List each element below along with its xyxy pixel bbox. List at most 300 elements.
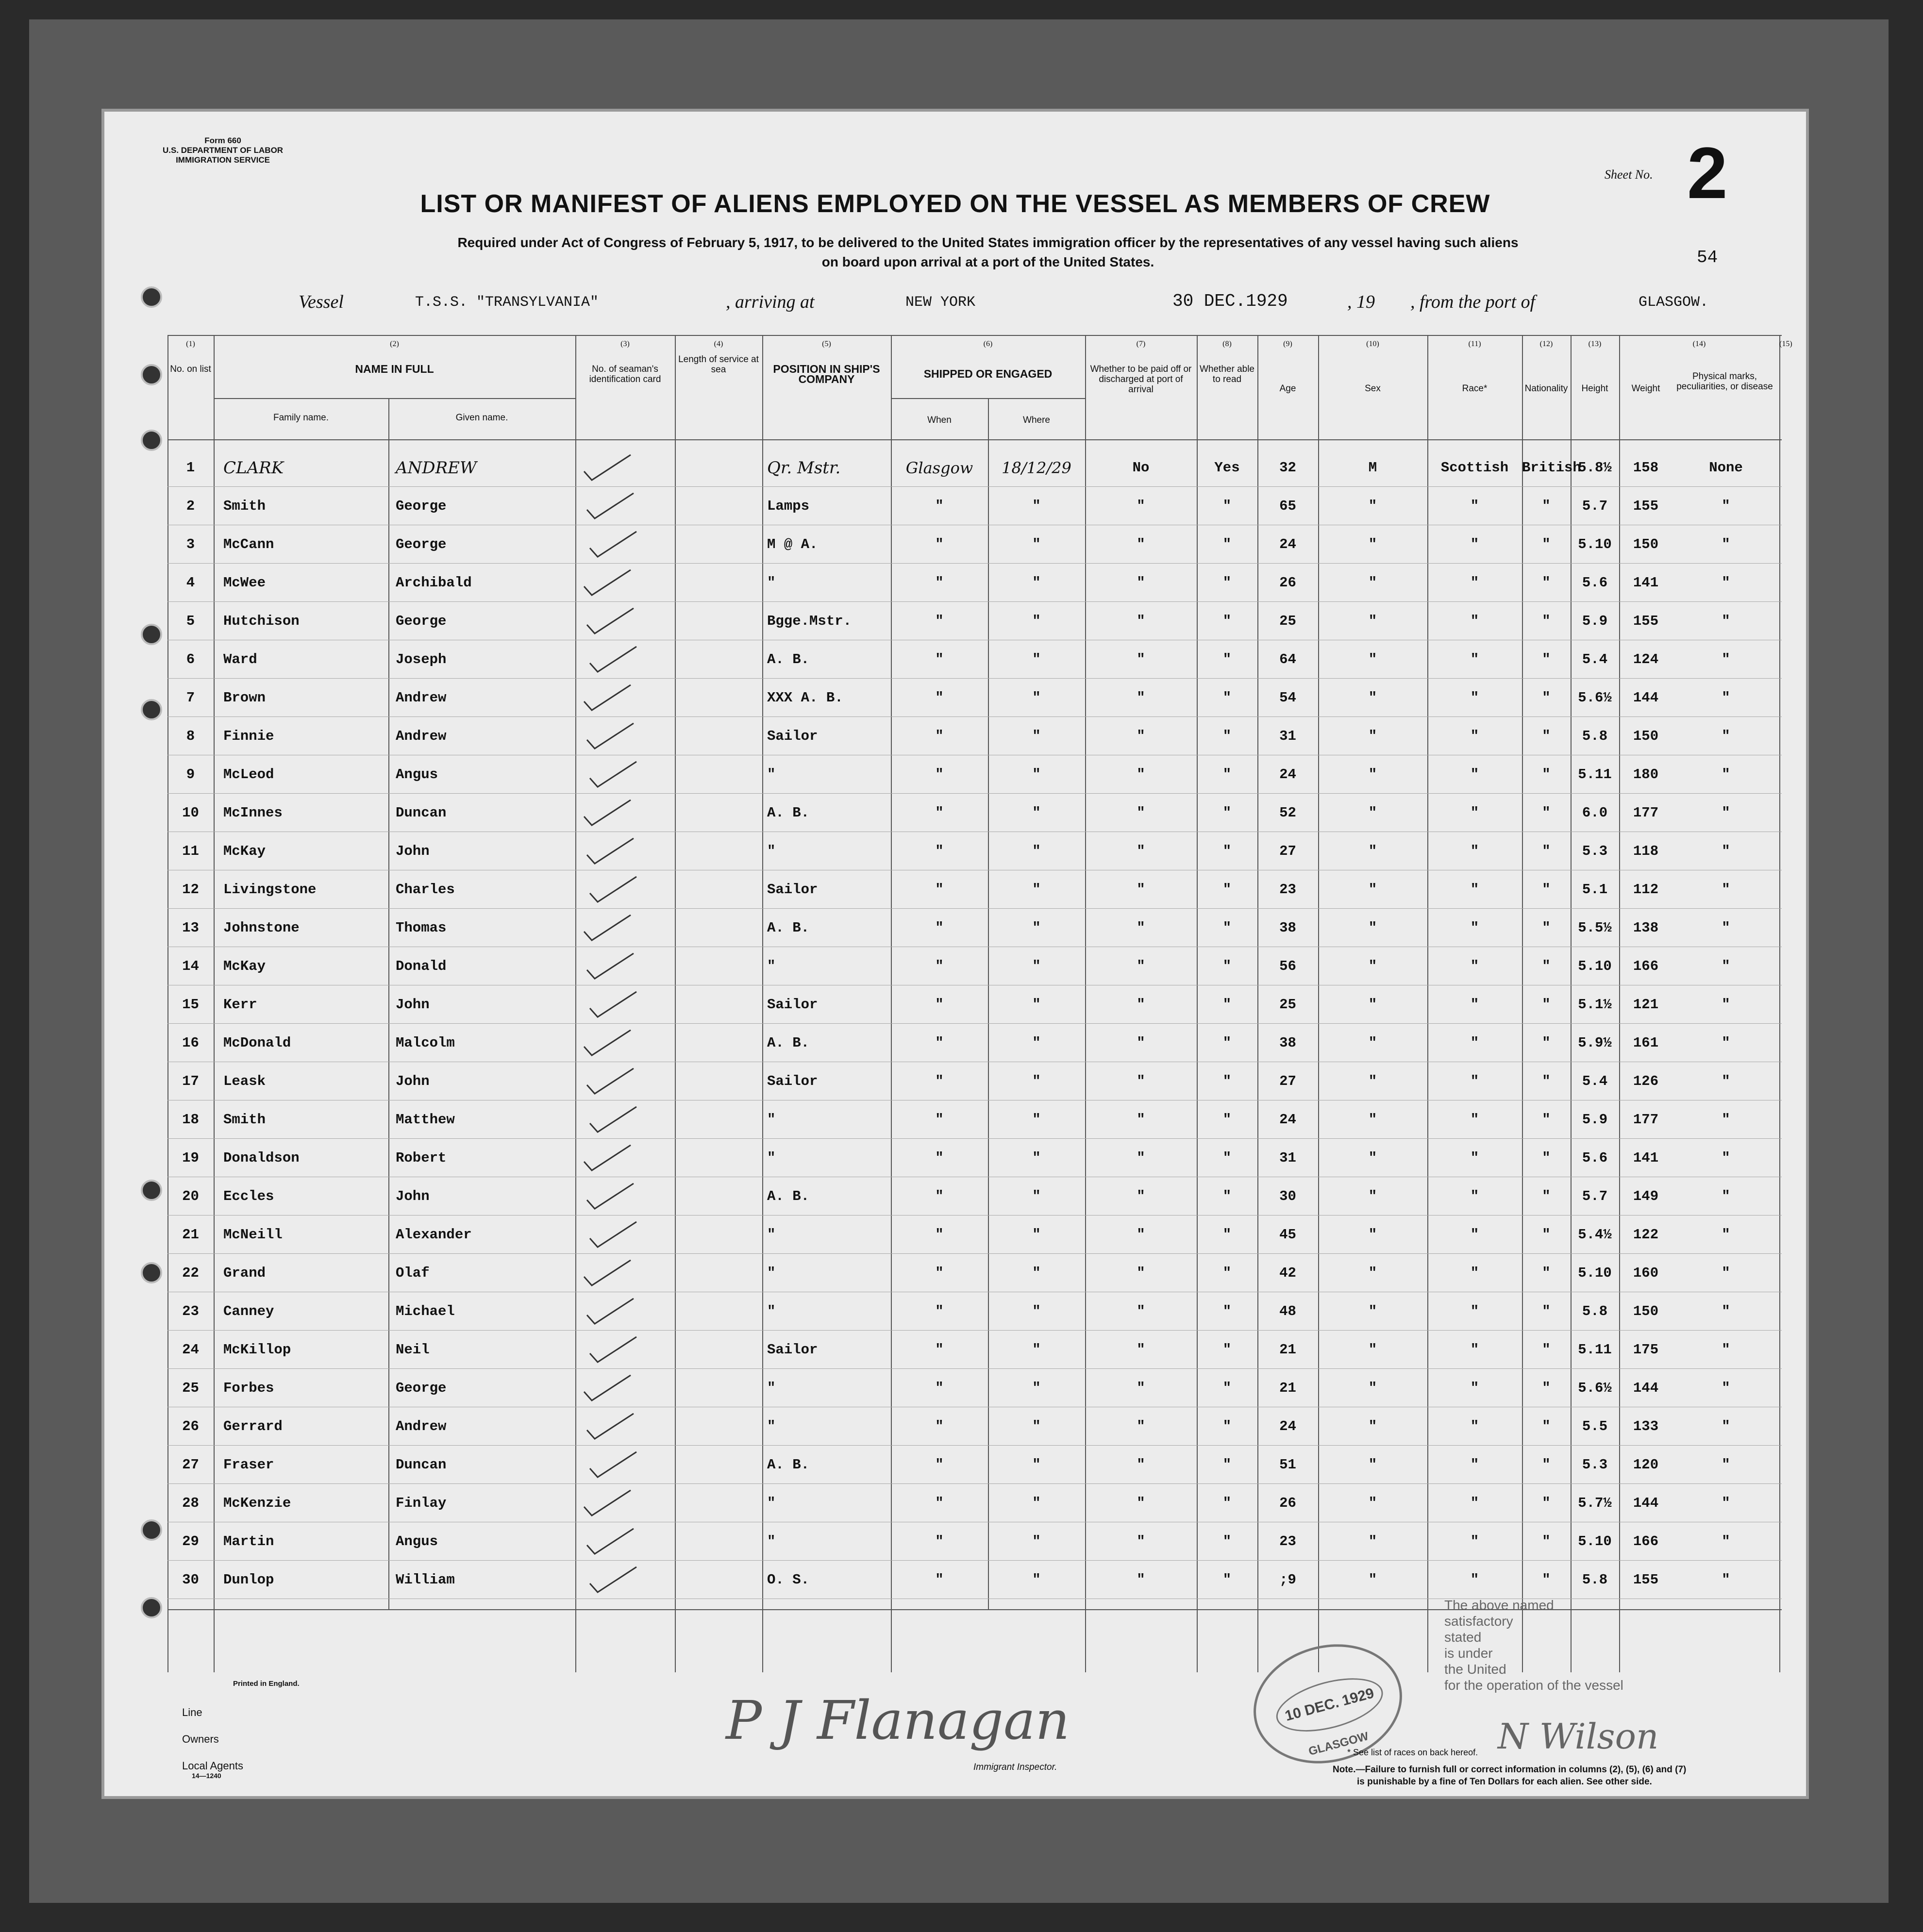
column-number: (7): [1136, 340, 1146, 348]
cell-nationality: ": [1542, 1572, 1551, 1588]
cell-able-read: ": [1222, 1380, 1232, 1396]
cell-height: 5.9: [1582, 613, 1608, 629]
cell-height: 5.10: [1578, 1533, 1612, 1549]
cell-when: ": [935, 1112, 944, 1128]
cell-family: Hutchison: [223, 613, 300, 629]
cell-paid-off: ": [1137, 1457, 1145, 1473]
cell-nationality: ": [1542, 958, 1551, 974]
header-length-service: Length of service at sea: [678, 354, 759, 375]
cell-where: ": [1032, 1495, 1041, 1511]
cell-age: 31: [1279, 1150, 1296, 1166]
cell-able-read: Yes: [1214, 460, 1240, 476]
cell-where: ": [1032, 843, 1041, 859]
table-row: [167, 1331, 1782, 1369]
checkmark-icon: [580, 1487, 634, 1519]
cell-physical: ": [1722, 1035, 1730, 1051]
cell-age: 48: [1279, 1303, 1296, 1319]
sheet-label: Sheet No.: [1605, 167, 1653, 182]
table-row: [167, 756, 1782, 794]
cell-nationality: ": [1542, 1495, 1551, 1511]
cell-where: ": [1032, 958, 1041, 974]
cell-age: 24: [1279, 1112, 1296, 1128]
header-name-in-full: NAME IN FULL: [355, 363, 434, 375]
cell-position: A. B.: [767, 1035, 810, 1051]
table-row: [167, 1484, 1782, 1522]
cell-nationality: ": [1542, 498, 1551, 514]
inspector-signature: P J Flanagan: [726, 1689, 1070, 1751]
cell-position: ": [767, 575, 776, 591]
checkmark-icon: [583, 1066, 636, 1098]
cell-weight: 177: [1633, 805, 1659, 821]
checkmark-icon: [586, 1449, 639, 1481]
cell-no: 15: [182, 997, 199, 1013]
cell-given: John: [396, 1073, 430, 1089]
cell-nationality: ": [1542, 728, 1551, 744]
cell-height: 5.4: [1582, 651, 1608, 667]
punch-hole: [141, 624, 162, 645]
table-row: [167, 948, 1782, 985]
column-number: (4): [714, 340, 723, 348]
cell-physical: ": [1722, 805, 1730, 821]
table-row: [167, 1408, 1782, 1446]
cell-race: ": [1470, 1188, 1479, 1204]
cell-no: 24: [182, 1342, 199, 1358]
cell-no: 3: [186, 536, 195, 552]
cell-sex: ": [1368, 690, 1377, 706]
cell-family: McKay: [223, 843, 266, 859]
cell-given: Angus: [396, 1533, 438, 1549]
cell-when: ": [935, 1342, 944, 1358]
cell-paid-off: ": [1137, 805, 1145, 821]
cell-family: Finnie: [223, 728, 274, 744]
cell-race: ": [1470, 843, 1479, 859]
cell-age: 24: [1279, 766, 1296, 783]
cell-nationality: ": [1542, 1418, 1551, 1434]
cell-given: Duncan: [396, 1457, 447, 1473]
cell-when: ": [935, 1380, 944, 1396]
column-number: (8): [1222, 340, 1232, 348]
cell-physical: ": [1722, 690, 1730, 706]
table-row: [167, 1024, 1782, 1062]
cell-race: ": [1470, 1418, 1479, 1434]
cell-able-read: ": [1222, 1265, 1232, 1281]
cell-height: 5.8: [1582, 1303, 1608, 1319]
bleed-through-text: The above named satisfactory stated is under the United for the operation of the vessel: [1444, 1598, 1623, 1693]
cell-sex: ": [1368, 882, 1377, 898]
cell-no: 13: [182, 920, 199, 936]
cell-nationality: ": [1542, 690, 1551, 706]
cell-weight: 149: [1633, 1188, 1659, 1204]
cell-height: 5.9: [1582, 1112, 1608, 1128]
cell-physical: ": [1722, 1533, 1730, 1549]
cell-family: Leask: [223, 1073, 266, 1089]
cell-able-read: ": [1222, 805, 1232, 821]
cell-family: McNeill: [223, 1227, 283, 1243]
cell-sex: ": [1368, 498, 1377, 514]
cell-height: 5.8½: [1578, 460, 1612, 476]
cell-able-read: ": [1222, 728, 1232, 744]
cell-nationality: ": [1542, 1227, 1551, 1243]
cell-height: 5.1: [1582, 882, 1608, 898]
cell-weight: 133: [1633, 1418, 1659, 1434]
cell-paid-off: ": [1137, 958, 1145, 974]
cell-when: ": [935, 1303, 944, 1319]
cell-when: ": [935, 1418, 944, 1434]
cell-position: Sailor: [767, 728, 818, 744]
line-label: Line: [182, 1706, 202, 1718]
checkmark-icon: [580, 1257, 634, 1289]
checkmark-icon: [583, 490, 636, 522]
cell-paid-off: ": [1137, 882, 1145, 898]
cell-position: Bgge.Mstr.: [767, 613, 852, 629]
column-number: (10): [1366, 340, 1379, 348]
cell-physical: ": [1722, 1227, 1730, 1243]
checkmark-icon: [583, 1296, 636, 1328]
cell-sex: ": [1368, 536, 1377, 552]
cell-age: 38: [1279, 920, 1296, 936]
table-row: [167, 564, 1782, 602]
cell-age: 65: [1279, 498, 1296, 514]
punch-hole: [141, 1519, 162, 1541]
cell-paid-off: ": [1137, 575, 1145, 591]
cell-able-read: ": [1222, 958, 1232, 974]
cell-race: ": [1470, 1035, 1479, 1051]
cell-when: ": [935, 958, 944, 974]
cell-where: ": [1032, 1073, 1041, 1089]
cell-family: CLARK: [223, 458, 284, 478]
cell-given: Neil: [396, 1342, 430, 1358]
cell-when: ": [935, 882, 944, 898]
header-shipped: SHIPPED OR ENGAGED: [923, 367, 1053, 380]
cell-sex: ": [1368, 1380, 1377, 1396]
cell-paid-off: ": [1137, 536, 1145, 552]
table-row: [167, 1063, 1782, 1100]
cell-paid-off: No: [1132, 460, 1150, 476]
header-paid-off: Whether to be paid off or discharged at port of arrival: [1090, 364, 1192, 395]
cell-age: 30: [1279, 1188, 1296, 1204]
cell-no: 12: [182, 882, 199, 898]
cell-height: 5.6½: [1578, 1380, 1612, 1396]
cell-height: 5.6: [1582, 575, 1608, 591]
cell-paid-off: ": [1137, 1227, 1145, 1243]
header-sex: Sex: [1365, 383, 1381, 394]
table-row: [167, 717, 1782, 755]
cell-family: McDonald: [223, 1035, 291, 1051]
cell-weight: 160: [1633, 1265, 1659, 1281]
cell-no: 25: [182, 1380, 199, 1396]
cell-when: ": [935, 728, 944, 744]
note-line-2: is punishable by a fine of Ten Dollars for each alien. See other side.: [1357, 1777, 1652, 1787]
cell-race: ": [1470, 651, 1479, 667]
cell-able-read: ": [1222, 1303, 1232, 1319]
stamp-date: 10 DEC. 1929: [1271, 1668, 1388, 1742]
cell-position: Lamps: [767, 498, 810, 514]
cell-physical: ": [1722, 498, 1730, 514]
cell-when: ": [935, 1227, 944, 1243]
checkmark-icon: [580, 682, 634, 714]
cell-able-read: ": [1222, 498, 1232, 514]
cell-race: ": [1470, 766, 1479, 783]
cell-physical: ": [1722, 843, 1730, 859]
cell-sex: ": [1368, 920, 1377, 936]
cell-where: ": [1032, 1112, 1041, 1128]
cell-race: ": [1470, 958, 1479, 974]
cell-sex: ": [1368, 613, 1377, 629]
cell-nationality: ": [1542, 1035, 1551, 1051]
cell-age: 27: [1279, 1073, 1296, 1089]
cell-given: Joseph: [396, 651, 447, 667]
cell-able-read: ": [1222, 575, 1232, 591]
cell-age: 56: [1279, 958, 1296, 974]
department: U.S. DEPARTMENT OF LABOR: [163, 146, 284, 155]
cell-height: 6.0: [1582, 805, 1608, 821]
cell-race: ": [1470, 498, 1479, 514]
cell-no: 30: [182, 1572, 199, 1588]
header-id-card: No. of seaman's identification card: [589, 364, 661, 384]
cell-position: Sailor: [767, 997, 818, 1013]
cell-race: ": [1470, 1572, 1479, 1588]
cell-position: ": [767, 1303, 776, 1319]
cell-where: ": [1032, 997, 1041, 1013]
cell-weight: 112: [1633, 882, 1659, 898]
cell-physical: ": [1722, 1188, 1730, 1204]
cell-given: Matthew: [396, 1112, 455, 1128]
cell-weight: 150: [1633, 536, 1659, 552]
checkmark-icon: [580, 1372, 634, 1404]
cell-where: ": [1032, 498, 1041, 514]
cell-age: 38: [1279, 1035, 1296, 1051]
cell-where: ": [1032, 536, 1041, 552]
cell-no: 28: [182, 1495, 199, 1511]
cell-when: ": [935, 805, 944, 821]
cell-able-read: ": [1222, 1533, 1232, 1549]
cell-where: ": [1032, 1533, 1041, 1549]
punch-hole: [141, 1262, 162, 1283]
checkmark-icon: [583, 1526, 636, 1558]
arrival-date: 30 DEC.1929: [1172, 291, 1288, 311]
cell-paid-off: ": [1137, 1150, 1145, 1166]
cell-weight: 120: [1633, 1457, 1659, 1473]
sheet-number: 2: [1687, 132, 1728, 214]
cell-age: 23: [1279, 882, 1296, 898]
header-physical: Physical marks, peculiarities, or disease: [1676, 371, 1773, 392]
table-row: [167, 1369, 1782, 1407]
table-row: [167, 986, 1782, 1024]
cell-family: Kerr: [223, 997, 257, 1013]
table-row: [167, 1446, 1782, 1484]
checkmark-icon: [586, 1219, 639, 1251]
cell-age: 25: [1279, 997, 1296, 1013]
checkmark-icon: [583, 1181, 636, 1213]
cell-where: ": [1032, 1150, 1041, 1166]
cell-paid-off: ": [1137, 1533, 1145, 1549]
cell-age: 27: [1279, 843, 1296, 859]
cell-nationality: ": [1542, 536, 1551, 552]
cell-able-read: ": [1222, 1073, 1232, 1089]
cell-given: Robert: [396, 1150, 447, 1166]
cell-height: 5.7: [1582, 1188, 1608, 1204]
page-title: LIST OR MANIFEST OF ALIENS EMPLOYED ON THE VESSEL AS MEMBERS OF CREW: [420, 190, 1490, 218]
cell-no: 4: [186, 575, 195, 591]
cell-position: A. B.: [767, 920, 810, 936]
table-row: [167, 641, 1782, 679]
cell-age: ;9: [1279, 1572, 1296, 1588]
cell-race: ": [1470, 536, 1479, 552]
cell-race: ": [1470, 1342, 1479, 1358]
cell-when: ": [935, 1572, 944, 1588]
checkmark-icon: [586, 529, 639, 561]
cell-given: Andrew: [396, 690, 447, 706]
cell-able-read: ": [1222, 920, 1232, 936]
column-number: (14): [1692, 340, 1706, 348]
cell-physical: ": [1722, 613, 1730, 629]
year-label: , 19: [1347, 292, 1375, 312]
printed-label: Printed in England.: [233, 1680, 300, 1688]
column-number: (3): [620, 340, 630, 348]
header-race: Race*: [1462, 383, 1488, 394]
checkmark-icon: [586, 759, 639, 791]
cell-position: ": [767, 958, 776, 974]
cell-physical: ": [1722, 1572, 1730, 1588]
cell-family: Johnstone: [223, 920, 300, 936]
cell-age: 45: [1279, 1227, 1296, 1243]
cell-family: Ward: [223, 651, 257, 667]
cell-given: Andrew: [396, 1418, 447, 1434]
cell-position: ": [767, 1495, 776, 1511]
cell-when: ": [935, 920, 944, 936]
cell-given: George: [396, 536, 447, 552]
cell-age: 52: [1279, 805, 1296, 821]
cell-weight: 180: [1633, 766, 1659, 783]
cell-physical: ": [1722, 1265, 1730, 1281]
cell-race: ": [1470, 1227, 1479, 1243]
cell-physical: ": [1722, 651, 1730, 667]
cell-no: 22: [182, 1265, 199, 1281]
cell-no: 6: [186, 651, 195, 667]
cell-family: Forbes: [223, 1380, 274, 1396]
cell-physical: ": [1722, 766, 1730, 783]
table-row: [167, 1561, 1782, 1599]
rule: [388, 398, 575, 399]
inspector-label: Immigrant Inspector.: [973, 1762, 1057, 1772]
cell-physical: ": [1722, 1495, 1730, 1511]
cell-able-read: ": [1222, 1418, 1232, 1434]
checkmark-icon: [586, 644, 639, 676]
table-row: [167, 794, 1782, 832]
checkmark-icon: [586, 989, 639, 1021]
cell-height: 5.11: [1578, 1342, 1612, 1358]
checkmark-icon: [580, 1027, 634, 1059]
cell-able-read: ": [1222, 997, 1232, 1013]
cell-sex: ": [1368, 651, 1377, 667]
cell-sex: ": [1368, 1150, 1377, 1166]
header-given-name: Given name.: [455, 413, 508, 423]
cell-no: 16: [182, 1035, 199, 1051]
races-note: * See list of races on back hereof.: [1347, 1748, 1478, 1757]
table-row: [167, 1254, 1782, 1292]
punch-hole: [141, 1597, 162, 1618]
cell-sex: ": [1368, 1303, 1377, 1319]
cell-height: 5.7: [1582, 498, 1608, 514]
vessel-name: T.S.S. "TRANSYLVANIA": [415, 294, 599, 311]
header-able-read: Whether able to read: [1199, 364, 1254, 384]
cell-height: 5.5: [1582, 1418, 1608, 1434]
table-row: [167, 1101, 1782, 1139]
cell-position: ": [767, 1533, 776, 1549]
cell-paid-off: ": [1137, 1342, 1145, 1358]
agent-signature: N Wilson: [1498, 1716, 1659, 1757]
cell-given: Archibald: [396, 575, 472, 591]
header-position: POSITION IN SHIP'S COMPANY: [773, 363, 880, 385]
cell-nationality: ": [1542, 1303, 1551, 1319]
cell-when: ": [935, 1265, 944, 1281]
cell-position: ": [767, 1418, 776, 1434]
cell-weight: 122: [1633, 1227, 1659, 1243]
cell-where: 18/12/29: [1002, 459, 1071, 477]
local-agents-label: Local Agents: [182, 1760, 243, 1772]
cell-sex: ": [1368, 997, 1377, 1013]
cell-paid-off: ": [1137, 728, 1145, 744]
cell-race: ": [1470, 728, 1479, 744]
cell-height: 5.4½: [1578, 1227, 1612, 1243]
cell-given: ANDREW: [396, 458, 477, 478]
cell-able-read: ": [1222, 766, 1232, 783]
cell-weight: 177: [1633, 1112, 1659, 1128]
cell-weight: 144: [1633, 1380, 1659, 1396]
column-number: (6): [983, 340, 993, 348]
checkmark-icon: [580, 797, 634, 829]
cell-family: Fraser: [223, 1457, 274, 1473]
cell-family: Donaldson: [223, 1150, 300, 1166]
cell-race: ": [1470, 1303, 1479, 1319]
cell-paid-off: ": [1137, 920, 1145, 936]
cell-when: ": [935, 1035, 944, 1051]
cell-where: ": [1032, 728, 1041, 744]
cell-when: ": [935, 997, 944, 1013]
cell-position: A. B.: [767, 1457, 810, 1473]
cell-given: George: [396, 498, 447, 514]
rule: [167, 335, 1782, 336]
cell-weight: 150: [1633, 728, 1659, 744]
cell-nationality: ": [1542, 1265, 1551, 1281]
cell-family: Grand: [223, 1265, 266, 1281]
cell-sex: ": [1368, 1457, 1377, 1473]
cell-able-read: ": [1222, 1457, 1232, 1473]
table-row: [167, 1293, 1782, 1331]
cell-physical: ": [1722, 1303, 1730, 1319]
stamp-place: GLASGOW: [1307, 1730, 1370, 1759]
cell-nationality: ": [1542, 1457, 1551, 1473]
cell-sex: ": [1368, 1495, 1377, 1511]
cell-age: 24: [1279, 1418, 1296, 1434]
cell-nationality: ": [1542, 1533, 1551, 1549]
cell-height: 5.5½: [1578, 920, 1612, 936]
cell-weight: 124: [1633, 651, 1659, 667]
cell-when: Glasgow: [905, 459, 973, 477]
cell-race: ": [1470, 997, 1479, 1013]
cell-physical: ": [1722, 1457, 1730, 1473]
cell-race: ": [1470, 1533, 1479, 1549]
cell-when: ": [935, 498, 944, 514]
cell-nationality: ": [1542, 575, 1551, 591]
cell-no: 18: [182, 1112, 199, 1128]
cell-sex: ": [1368, 1418, 1377, 1434]
cell-where: ": [1032, 1457, 1041, 1473]
cell-given: Donald: [396, 958, 447, 974]
cell-family: Smith: [223, 498, 266, 514]
cell-weight: 144: [1633, 690, 1659, 706]
punch-hole: [141, 286, 162, 308]
